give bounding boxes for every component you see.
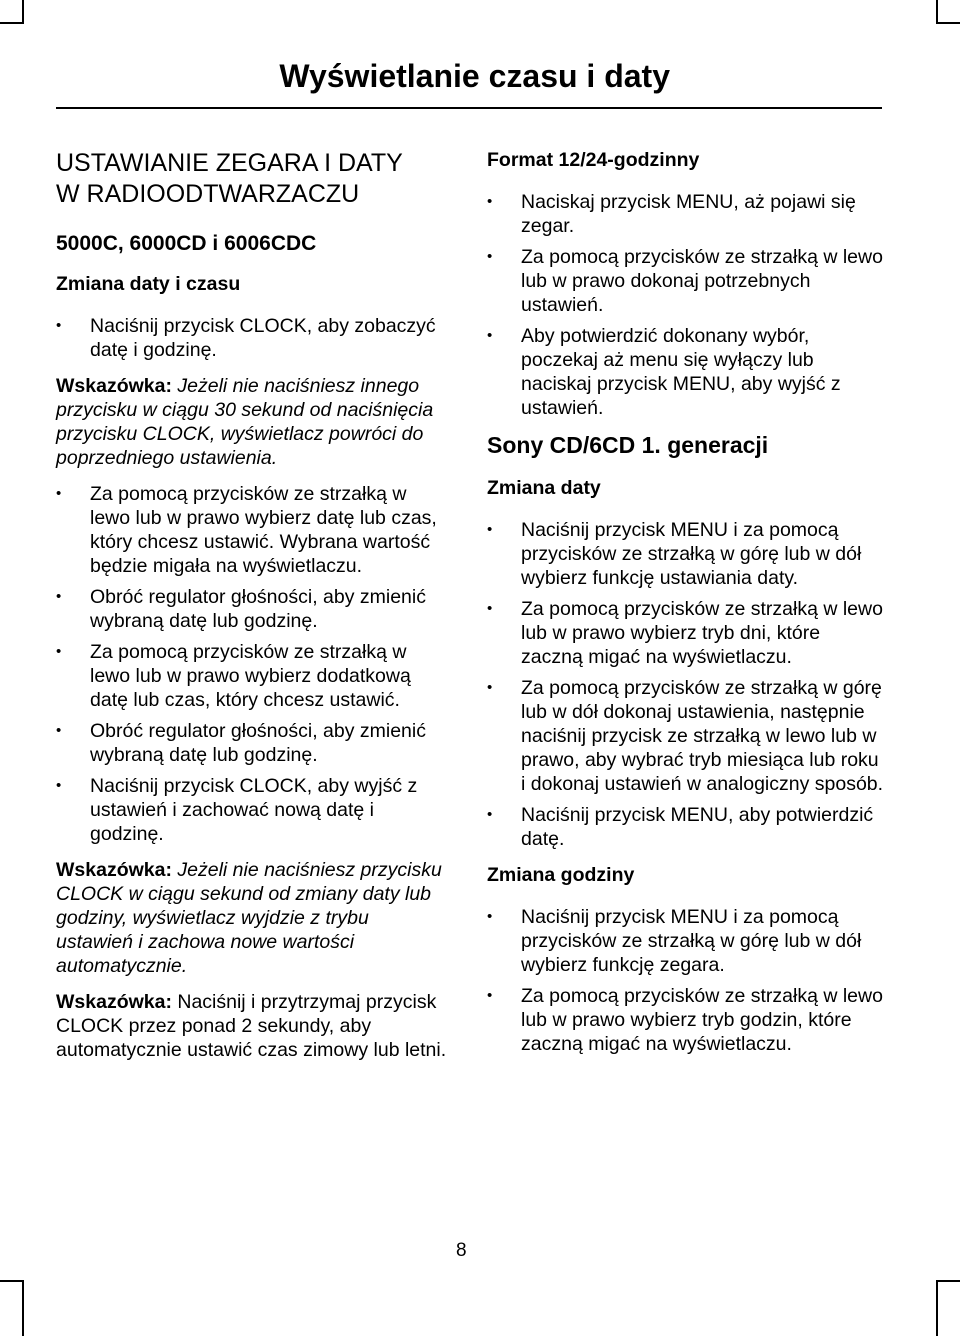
note-1 — [56, 374, 448, 470]
format-heading: Format 12/24-godzinny — [487, 149, 700, 171]
list-item: • Za pomocą przycisków ze strzałką w lewo lub w prawo wybierz dodatkową datę lub czas, który chcesz ustawić. — [56, 640, 448, 712]
list-item: • Aby potwierdzić dokonany wybór, poczekaj aż menu się wyłączy lub naciskaj przycisk MENU, aby wyjść z ustawień. — [487, 324, 887, 420]
section-title-line-2: W RADIOODTWARZACZU — [56, 180, 360, 208]
note-1-text: Jeżeli nie naciśniesz innego przycisku w ciągu 30 sekund od naciśnięcia przycisku CLOCK, wyświetlacz powróci do poprzedniego ustawienia. — [56, 375, 434, 469]
list-item: • Obróć regulator głośności, aby zmienić wybraną datę lub godzinę. — [56, 719, 448, 767]
note-3-lead: Wskazówka: — [56, 991, 172, 1013]
date-change-heading: Zmiana daty — [487, 477, 601, 499]
page-title: Wyświetlanie czasu i daty — [279, 58, 670, 94]
bullet-list-b — [56, 482, 448, 846]
list-item: • Za pomocą przycisków ze strzałką w lewo lub w prawo wybierz datę lub czas, który chcesz ustawić. Wybrana wartość będzie migała na wyświetlaczu. — [56, 482, 448, 578]
note-2 — [56, 858, 448, 978]
crop-mark-bottom-right-horizontal — [938, 1280, 960, 1282]
list-item: • Naciśnij przycisk MENU, aby potwierdzić datę. — [487, 803, 887, 851]
list-item: • Naciśnij przycisk MENU i za pomocą przycisków ze strzałką w górę lub w dół wybierz funkcję ustawiania daty. — [487, 518, 887, 590]
section-title — [56, 148, 448, 210]
list-item: • Za pomocą przycisków ze strzałką w lewo lub w prawo wybierz tryb dni, które zaczną migać na wyświetlaczu. — [487, 597, 887, 669]
note-2-text: Jeżeli nie naciśniesz przycisku CLOCK w ciągu sekund od zmiany daty lub godziny, wyświetlacz wyjdzie z trybu ustawień i zachowa nowe wartości automatycznie. — [56, 859, 442, 977]
crop-mark-top-right-horizontal — [936, 22, 960, 24]
crop-mark-bottom-left-horizontal — [0, 1280, 22, 1282]
header-rule — [56, 107, 882, 109]
right-column — [487, 148, 887, 1068]
models-heading: 5000C, 6000CD i 6006CDC — [56, 232, 317, 255]
note-1-lead: Wskazówka: — [56, 375, 172, 397]
list-item: • Naciśnij przycisk CLOCK, aby zobaczyć datę i godzinę. — [56, 314, 448, 362]
crop-mark-bottom-left-vertical — [22, 1280, 24, 1336]
crop-mark-bottom-right-vertical — [936, 1280, 938, 1336]
format-bullet-list — [487, 190, 887, 420]
crop-mark-top-left-horizontal — [0, 22, 24, 24]
bullet-list-a — [56, 314, 448, 362]
list-item: • Naciśnij przycisk MENU i za pomocą przycisków ze strzałką w górę lub w dół wybierz funkcję zegara. — [487, 905, 887, 977]
note-3-text: Naciśnij i przytrzymaj przycisk CLOCK przez ponad 2 sekundy, aby automatycznie ustawić czas zimowy lub letni. — [56, 991, 447, 1061]
left-column — [56, 148, 448, 1074]
time-bullet-list — [487, 905, 887, 1056]
list-item: • Za pomocą przycisków ze strzałką w górę lub w dół dokonaj ustawienia, następnie naciśnij przycisk ze strzałką w lewo lub w prawo, aby wybrać tryb miesiąca lub roku i dokonaj ustawień w analogiczny sposób. — [487, 676, 887, 796]
crop-mark-top-right-vertical — [936, 0, 938, 22]
list-item: • Naciśnij przycisk CLOCK, aby wyjść z ustawień i zachować nową datę i godzinę. — [56, 774, 448, 846]
time-change-heading: Zmiana godziny — [487, 864, 635, 886]
sony-heading: Sony CD/6CD 1. generacji — [487, 432, 769, 458]
note-3 — [56, 990, 448, 1062]
crop-mark-top-left-vertical — [22, 0, 24, 24]
list-item: • Obróć regulator głośności, aby zmienić wybraną datę lub godzinę. — [56, 585, 448, 633]
note-2-lead: Wskazówka: — [56, 859, 172, 881]
list-item: • Naciskaj przycisk MENU, aż pojawi się zegar. — [487, 190, 887, 238]
list-item: • Za pomocą przycisków ze strzałką w lewo lub w prawo dokonaj potrzebnych ustawień. — [487, 245, 887, 317]
date-bullet-list — [487, 518, 887, 851]
page-number: 8 — [456, 1240, 467, 1261]
date-time-change-heading: Zmiana daty i czasu — [56, 273, 241, 295]
list-item: • Za pomocą przycisków ze strzałką w lewo lub w prawo wybierz tryb godzin, które zaczną migać na wyświetlaczu. — [487, 984, 887, 1056]
section-title-line-1: USTAWIANIE ZEGARA I DATY — [56, 149, 403, 177]
